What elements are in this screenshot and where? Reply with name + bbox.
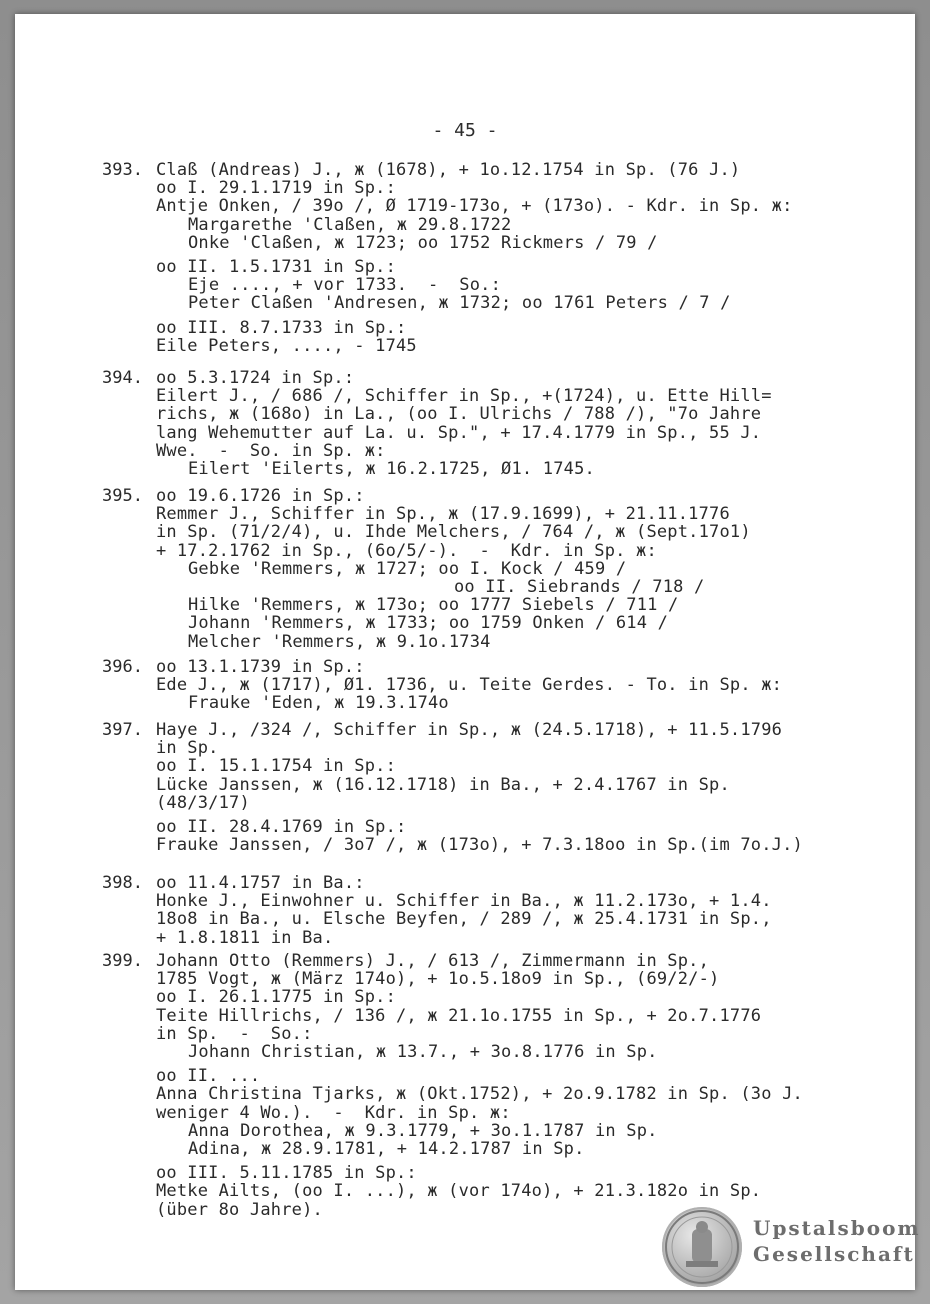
entry-line: Eile Peters, ...., - 1745 bbox=[156, 335, 417, 356]
entry-line: oo II. ... bbox=[156, 1066, 261, 1087]
entry-line: oo III. 5.11.1785 in Sp.: bbox=[156, 1163, 417, 1184]
entry-line: Johann Otto (Remmers) J., / 613 /, Zimmermann in Sp., bbox=[156, 951, 710, 971]
entry-line: Frauke Janssen, / 3o7 /, ж (173o), + 7.3.18oo in Sp.(im 7o.J.) bbox=[156, 835, 803, 856]
entry-line: oo II. Siebrands / 718 / bbox=[454, 577, 705, 597]
entry-line: 18o8 in Ba., u. Elsche Beyfen, / 289 /, ж 25.4.1731 in Sp., bbox=[156, 909, 772, 930]
watermark-line1: Upstalsboom bbox=[753, 1216, 921, 1240]
entry-line: Anna Dorothea, ж 9.3.1779, + 3o.1.1787 in Sp. bbox=[188, 1120, 658, 1141]
watermark-line2: Gesellschaft bbox=[753, 1242, 915, 1266]
entry-line: Gebke 'Remmers, ж 1727; oo I. Kock / 459 / bbox=[188, 558, 627, 579]
entry-line: richs, ж (168o) in La., (oo I. Ulrichs / 788 /), "7o Jahre bbox=[156, 404, 762, 425]
entry-line: Adina, ж 28.9.1781, + 14.2.1787 in Sp. bbox=[188, 1139, 585, 1159]
entry-line: oo II. 28.4.1769 in Sp.: bbox=[156, 817, 407, 837]
entry-line: Anna Christina Tjarks, ж (Okt.1752), + 2o.9.1782 in Sp. (3o J. bbox=[156, 1084, 803, 1105]
entry-line: Johann 'Remmers, ж 1733; oo 1759 Onken / 614 / bbox=[188, 613, 669, 634]
entry-line: lang Wehemutter auf La. u. Sp.", + 17.4.1779 in Sp., 55 J. bbox=[156, 422, 762, 443]
entry-line: oo 11.4.1757 in Ba.: bbox=[156, 873, 365, 893]
entry-line: in Sp. (71/2/4), u. Ihde Melchers, / 764 /, ж (Sept.17o1) bbox=[156, 522, 751, 543]
entry-line: in Sp. - So.: bbox=[156, 1023, 313, 1044]
entry-number: 398. bbox=[102, 873, 143, 893]
entry-line: Lücke Janssen, ж (16.12.1718) in Ba., + 2.4.1767 in Sp. bbox=[156, 774, 730, 795]
document-page bbox=[15, 14, 921, 1290]
entry-line: + 1.8.1811 in Ba. bbox=[156, 927, 334, 948]
entry-line: Peter Claßen 'Andresen, ж 1732; oo 1761 Peters / 7 / bbox=[188, 293, 731, 314]
entry-number: 399. bbox=[102, 951, 143, 971]
entry-line: (48/3/17) bbox=[156, 792, 250, 813]
entry-line: oo 13.1.1739 in Sp.: bbox=[156, 657, 365, 677]
entry-line: oo I. 15.1.1754 in Sp.: bbox=[156, 756, 397, 777]
entry-line: weniger 4 Wo.). - Kdr. in Sp. ж: bbox=[156, 1102, 511, 1123]
entry-line: Wwe. - So. in Sp. ж: bbox=[156, 440, 386, 461]
entry-line: oo I. 26.1.1775 in Sp.: bbox=[156, 987, 397, 1008]
entry-line: oo I. 29.1.1719 in Sp.: bbox=[156, 178, 397, 199]
entry-line: + 17.2.1762 in Sp., (6o/5/-). - Kdr. in Sp. ж: bbox=[156, 540, 657, 561]
entry-line: Eilert J., / 686 /, Schiffer in Sp., +(1724), u. Ette Hill= bbox=[156, 386, 772, 407]
entry-number: 397. bbox=[102, 720, 143, 740]
entry-line: Onke 'Claßen, ж 1723; oo 1752 Rickmers / 79 / bbox=[188, 232, 658, 253]
entry-line: oo 5.3.1724 in Sp.: bbox=[156, 368, 355, 388]
entry-line: Honke J., Einwohner u. Schiffer in Ba., ж 11.2.173o, + 1.4. bbox=[156, 891, 772, 912]
entry-line: Metke Ailts, (oo I. ...), ж (vor 174o), + 21.3.182o in Sp. bbox=[156, 1181, 762, 1202]
entry-line: Claß (Andreas) J., ж (1678), + 1o.12.1754 in Sp. (76 J.) bbox=[156, 160, 741, 180]
entry-line: Antje Onken, / 39o /, Ø 1719-173o, + (173o). - Kdr. in Sp. ж: bbox=[156, 196, 793, 217]
entry-line: Remmer J., Schiffer in Sp., ж (17.9.1699), + 21.11.1776 bbox=[156, 504, 730, 525]
entry-line: oo 19.6.1726 in Sp.: bbox=[156, 486, 365, 506]
entry-line: Johann Christian, ж 13.7., + 3o.8.1776 in Sp. bbox=[188, 1042, 658, 1062]
page-number: - 45 - bbox=[432, 120, 498, 141]
entry-line: (über 8o Jahre). bbox=[156, 1199, 323, 1220]
entry-line: Ede J., ж (1717), Ø1. 1736, u. Teite Gerdes. - To. in Sp. ж: bbox=[156, 675, 783, 696]
entry-number: 395. bbox=[102, 486, 143, 506]
entry-line: Eje ...., + vor 1733. - So.: bbox=[188, 275, 502, 296]
entry-line: oo II. 1.5.1731 in Sp.: bbox=[156, 257, 397, 277]
entry-line: 1785 Vogt, ж (März 174o), + 1o.5.18o9 in Sp., (69/2/-) bbox=[156, 969, 720, 990]
entry-line: Haye J., /324 /, Schiffer in Sp., ж (24.5.1718), + 11.5.1796 bbox=[156, 720, 783, 740]
entry-line: Hilke 'Remmers, ж 173o; oo 1777 Siebels / 711 / bbox=[188, 595, 679, 616]
entry-line: Teite Hillrichs, / 136 /, ж 21.1o.1755 in Sp., + 2o.7.1776 bbox=[156, 1005, 762, 1026]
entry-line: Melcher 'Remmers, ж 9.1o.1734 bbox=[188, 631, 491, 652]
entry-number: 396. bbox=[102, 657, 143, 677]
entry-line: in Sp. bbox=[156, 738, 219, 759]
entry-line: oo III. 8.7.1733 in Sp.: bbox=[156, 317, 407, 338]
entry-number: 394. bbox=[102, 368, 143, 388]
entry-line: Frauke 'Eden, ж 19.3.174o bbox=[188, 693, 449, 714]
entry-line: Eilert 'Eilerts, ж 16.2.1725, Ø1. 1745. bbox=[188, 459, 595, 479]
entry-number: 393. bbox=[102, 160, 143, 180]
society-seal-icon bbox=[662, 1207, 742, 1287]
entry-line: Margarethe 'Claßen, ж 29.8.1722 bbox=[188, 214, 512, 235]
